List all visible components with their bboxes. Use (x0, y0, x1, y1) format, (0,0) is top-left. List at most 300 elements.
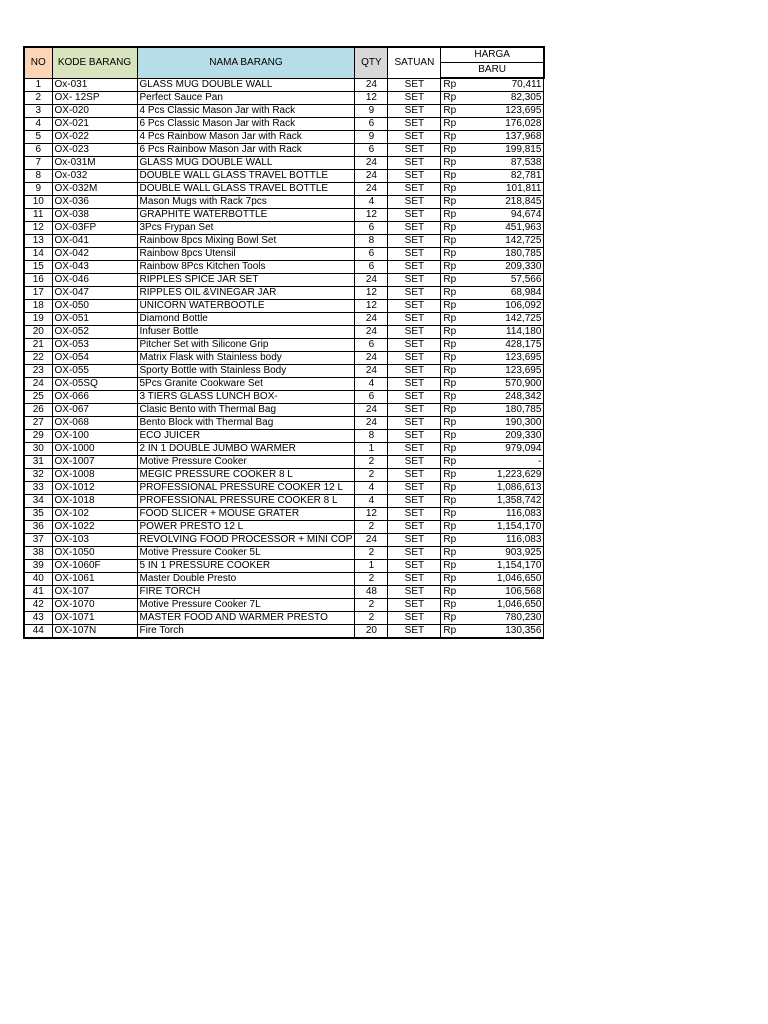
cell-currency: Rp (441, 131, 471, 144)
cell-currency: Rp (441, 248, 471, 261)
cell-currency: Rp (441, 183, 471, 196)
table-row (24, 326, 544, 339)
table-row (24, 78, 544, 92)
cell-no: 23 (24, 365, 52, 378)
cell-nama-barang: RIPPLES SPICE JAR SET (137, 274, 355, 287)
cell-harga: 451,963 (471, 222, 544, 235)
cell-currency: Rp (441, 144, 471, 157)
cell-harga: 780,230 (471, 612, 544, 625)
cell-currency: Rp (441, 287, 471, 300)
cell-satuan: SET (388, 586, 441, 599)
cell-nama-barang: POWER PRESTO 12 L (137, 521, 355, 534)
cell-kode-barang: OX-032M (52, 183, 137, 196)
cell-currency: Rp (441, 235, 471, 248)
cell-satuan: SET (388, 469, 441, 482)
cell-nama-barang: FOOD SLICER + MOUSE GRATER (137, 508, 355, 521)
cell-kode-barang: OX-038 (52, 209, 137, 222)
cell-currency: Rp (441, 339, 471, 352)
cell-nama-barang: Bento Block with Thermal Bag (137, 417, 355, 430)
cell-nama-barang: Fire Torch (137, 625, 355, 639)
cell-nama-barang: 5 IN 1 PRESSURE COOKER (137, 560, 355, 573)
cell-nama-barang: 3Pcs Frypan Set (137, 222, 355, 235)
cell-kode-barang: OX-055 (52, 365, 137, 378)
table-row (24, 170, 544, 183)
cell-harga: 209,330 (471, 430, 544, 443)
cell-currency: Rp (441, 534, 471, 547)
cell-satuan: SET (388, 508, 441, 521)
table-row (24, 313, 544, 326)
cell-harga: 106,092 (471, 300, 544, 313)
cell-currency: Rp (441, 365, 471, 378)
cell-currency: Rp (441, 378, 471, 391)
cell-no: 6 (24, 144, 52, 157)
cell-kode-barang: OX-066 (52, 391, 137, 404)
cell-currency: Rp (441, 118, 471, 131)
cell-qty: 2 (355, 573, 388, 586)
cell-currency: Rp (441, 222, 471, 235)
cell-satuan: SET (388, 118, 441, 131)
cell-no: 22 (24, 352, 52, 365)
cell-satuan: SET (388, 547, 441, 560)
cell-harga: 180,785 (471, 248, 544, 261)
cell-harga: - (471, 456, 544, 469)
cell-qty: 9 (355, 105, 388, 118)
cell-nama-barang: 3 TIERS GLASS LUNCH BOX- (137, 391, 355, 404)
cell-no: 2 (24, 92, 52, 105)
cell-kode-barang: OX-068 (52, 417, 137, 430)
table-row (24, 274, 544, 287)
cell-no: 44 (24, 625, 52, 639)
header-nama-barang: NAMA BARANG (137, 47, 355, 78)
cell-kode-barang: OX-1012 (52, 482, 137, 495)
cell-harga: 82,305 (471, 92, 544, 105)
cell-kode-barang: OX- 12SP (52, 92, 137, 105)
cell-harga: 142,725 (471, 313, 544, 326)
cell-nama-barang: GLASS MUG DOUBLE WALL (137, 157, 355, 170)
cell-qty: 6 (355, 222, 388, 235)
cell-harga: 116,083 (471, 534, 544, 547)
cell-harga: 142,725 (471, 235, 544, 248)
cell-kode-barang: OX-03FP (52, 222, 137, 235)
cell-no: 41 (24, 586, 52, 599)
cell-satuan: SET (388, 534, 441, 547)
cell-qty: 2 (355, 521, 388, 534)
cell-qty: 6 (355, 391, 388, 404)
cell-kode-barang: OX-020 (52, 105, 137, 118)
cell-no: 3 (24, 105, 52, 118)
cell-harga: 428,175 (471, 339, 544, 352)
cell-satuan: SET (388, 521, 441, 534)
cell-harga: 101,811 (471, 183, 544, 196)
cell-no: 26 (24, 404, 52, 417)
cell-qty: 4 (355, 378, 388, 391)
cell-no: 7 (24, 157, 52, 170)
cell-no: 19 (24, 313, 52, 326)
cell-harga: 1,154,170 (471, 521, 544, 534)
cell-harga: 199,815 (471, 144, 544, 157)
table-row (24, 378, 544, 391)
cell-currency: Rp (441, 469, 471, 482)
cell-kode-barang: OX-1070 (52, 599, 137, 612)
cell-qty: 24 (355, 183, 388, 196)
cell-kode-barang: OX-046 (52, 274, 137, 287)
cell-no: 18 (24, 300, 52, 313)
cell-harga: 1,046,650 (471, 573, 544, 586)
cell-currency: Rp (441, 391, 471, 404)
cell-satuan: SET (388, 92, 441, 105)
cell-nama-barang: Mason Mugs with Rack 7pcs (137, 196, 355, 209)
cell-kode-barang: OX-053 (52, 339, 137, 352)
cell-nama-barang: RIPPLES OIL &VINEGAR JAR (137, 287, 355, 300)
cell-currency: Rp (441, 417, 471, 430)
cell-currency: Rp (441, 326, 471, 339)
cell-harga: 68,984 (471, 287, 544, 300)
table-row (24, 183, 544, 196)
cell-currency: Rp (441, 456, 471, 469)
cell-no: 40 (24, 573, 52, 586)
cell-satuan: SET (388, 235, 441, 248)
cell-harga: 70,411 (471, 78, 544, 92)
cell-satuan: SET (388, 482, 441, 495)
cell-harga: 1,223,629 (471, 469, 544, 482)
cell-qty: 6 (355, 118, 388, 131)
table-row (24, 287, 544, 300)
table-row (24, 261, 544, 274)
cell-qty: 4 (355, 495, 388, 508)
cell-harga: 57,566 (471, 274, 544, 287)
cell-currency: Rp (441, 443, 471, 456)
cell-qty: 12 (355, 287, 388, 300)
cell-currency: Rp (441, 521, 471, 534)
cell-qty: 24 (355, 365, 388, 378)
cell-no: 15 (24, 261, 52, 274)
cell-harga: 137,968 (471, 131, 544, 144)
table-row (24, 365, 544, 378)
cell-kode-barang: OX-067 (52, 404, 137, 417)
cell-no: 12 (24, 222, 52, 235)
cell-currency: Rp (441, 78, 471, 92)
cell-no: 13 (24, 235, 52, 248)
cell-nama-barang: 4 Pcs Classic Mason Jar with Rack (137, 105, 355, 118)
cell-no: 27 (24, 417, 52, 430)
table-row (24, 521, 544, 534)
cell-harga: 1,358,742 (471, 495, 544, 508)
cell-no: 30 (24, 443, 52, 456)
cell-harga: 903,925 (471, 547, 544, 560)
cell-harga: 1,046,650 (471, 599, 544, 612)
cell-no: 5 (24, 131, 52, 144)
cell-kode-barang: OX-1071 (52, 612, 137, 625)
cell-qty: 6 (355, 248, 388, 261)
header-harga: HARGA (441, 47, 544, 63)
cell-satuan: SET (388, 443, 441, 456)
cell-harga: 1,154,170 (471, 560, 544, 573)
cell-kode-barang: Ox-032 (52, 170, 137, 183)
cell-nama-barang: Diamond Bottle (137, 313, 355, 326)
cell-satuan: SET (388, 274, 441, 287)
table-body (24, 78, 544, 638)
cell-satuan: SET (388, 495, 441, 508)
cell-currency: Rp (441, 352, 471, 365)
table-row (24, 469, 544, 482)
cell-kode-barang: OX-1008 (52, 469, 137, 482)
cell-nama-barang: REVOLVING FOOD PROCESSOR + MINI COP (137, 534, 355, 547)
table-row (24, 248, 544, 261)
cell-kode-barang: OX-107 (52, 586, 137, 599)
cell-currency: Rp (441, 573, 471, 586)
cell-no: 32 (24, 469, 52, 482)
cell-satuan: SET (388, 183, 441, 196)
cell-kode-barang: OX-107N (52, 625, 137, 639)
cell-kode-barang: OX-041 (52, 235, 137, 248)
table-row (24, 508, 544, 521)
cell-qty: 12 (355, 209, 388, 222)
cell-qty: 8 (355, 235, 388, 248)
cell-no: 25 (24, 391, 52, 404)
cell-harga: 123,695 (471, 105, 544, 118)
cell-qty: 24 (355, 313, 388, 326)
cell-currency: Rp (441, 625, 471, 639)
table-row (24, 92, 544, 105)
table-row (24, 547, 544, 560)
cell-kode-barang: OX-050 (52, 300, 137, 313)
table-row (24, 339, 544, 352)
cell-satuan: SET (388, 456, 441, 469)
cell-qty: 1 (355, 560, 388, 573)
cell-no: 17 (24, 287, 52, 300)
table-row (24, 352, 544, 365)
cell-satuan: SET (388, 144, 441, 157)
cell-kode-barang: OX-022 (52, 131, 137, 144)
cell-satuan: SET (388, 157, 441, 170)
cell-nama-barang: DOUBLE WALL GLASS TRAVEL BOTTLE (137, 183, 355, 196)
cell-qty: 2 (355, 456, 388, 469)
cell-nama-barang: Infuser Bottle (137, 326, 355, 339)
cell-qty: 4 (355, 482, 388, 495)
cell-nama-barang: GLASS MUG DOUBLE WALL (137, 78, 355, 92)
cell-qty: 2 (355, 469, 388, 482)
cell-no: 43 (24, 612, 52, 625)
cell-qty: 24 (355, 274, 388, 287)
cell-qty: 2 (355, 599, 388, 612)
cell-qty: 24 (355, 417, 388, 430)
cell-harga: 116,083 (471, 508, 544, 521)
cell-qty: 12 (355, 508, 388, 521)
header-baru: BARU (441, 63, 544, 79)
cell-qty: 20 (355, 625, 388, 639)
table-row (24, 534, 544, 547)
cell-currency: Rp (441, 508, 471, 521)
cell-satuan: SET (388, 248, 441, 261)
cell-satuan: SET (388, 365, 441, 378)
cell-satuan: SET (388, 612, 441, 625)
cell-nama-barang: ECO JUICER (137, 430, 355, 443)
header-qty: QTY (355, 47, 388, 78)
cell-satuan: SET (388, 352, 441, 365)
cell-satuan: SET (388, 300, 441, 313)
cell-nama-barang: Rainbow 8pcs Utensil (137, 248, 355, 261)
cell-harga: 130,356 (471, 625, 544, 639)
cell-nama-barang: Motive Pressure Cooker 7L (137, 599, 355, 612)
table-row (24, 157, 544, 170)
cell-harga: 94,674 (471, 209, 544, 222)
cell-nama-barang: 6 Pcs Rainbow Mason Jar with Rack (137, 144, 355, 157)
cell-qty: 1 (355, 443, 388, 456)
cell-kode-barang: OX-036 (52, 196, 137, 209)
cell-satuan: SET (388, 560, 441, 573)
cell-satuan: SET (388, 313, 441, 326)
cell-nama-barang: Motive Pressure Cooker (137, 456, 355, 469)
cell-qty: 2 (355, 612, 388, 625)
header-kode-barang: KODE BARANG (52, 47, 137, 78)
table-row (24, 625, 544, 639)
cell-currency: Rp (441, 560, 471, 573)
cell-no: 9 (24, 183, 52, 196)
cell-satuan: SET (388, 599, 441, 612)
cell-qty: 24 (355, 326, 388, 339)
cell-satuan: SET (388, 222, 441, 235)
cell-satuan: SET (388, 417, 441, 430)
cell-no: 11 (24, 209, 52, 222)
header-no: NO (24, 47, 52, 78)
table-row (24, 391, 544, 404)
cell-no: 36 (24, 521, 52, 534)
cell-satuan: SET (388, 625, 441, 639)
cell-qty: 24 (355, 352, 388, 365)
cell-satuan: SET (388, 430, 441, 443)
cell-kode-barang: OX-1060F (52, 560, 137, 573)
cell-harga: 1,086,613 (471, 482, 544, 495)
cell-qty: 24 (355, 404, 388, 417)
cell-harga: 106,568 (471, 586, 544, 599)
cell-kode-barang: OX-052 (52, 326, 137, 339)
table-row (24, 300, 544, 313)
cell-satuan: SET (388, 78, 441, 92)
cell-nama-barang: Pitcher Set with Silicone Grip (137, 339, 355, 352)
cell-currency: Rp (441, 547, 471, 560)
cell-kode-barang: Ox-031M (52, 157, 137, 170)
cell-currency: Rp (441, 404, 471, 417)
cell-currency: Rp (441, 430, 471, 443)
cell-nama-barang: GRAPHITE WATERBOTTLE (137, 209, 355, 222)
cell-nama-barang: UNICORN WATERBOOTLE (137, 300, 355, 313)
cell-currency: Rp (441, 92, 471, 105)
table-row (24, 443, 544, 456)
header-satuan: SATUAN (388, 47, 441, 78)
cell-qty: 24 (355, 534, 388, 547)
cell-satuan: SET (388, 326, 441, 339)
cell-harga: 123,695 (471, 365, 544, 378)
cell-currency: Rp (441, 196, 471, 209)
cell-harga: 87,538 (471, 157, 544, 170)
cell-nama-barang: Perfect Sauce Pan (137, 92, 355, 105)
cell-qty: 9 (355, 131, 388, 144)
cell-nama-barang: FIRE TORCH (137, 586, 355, 599)
cell-no: 37 (24, 534, 52, 547)
cell-harga: 180,785 (471, 404, 544, 417)
table-row (24, 105, 544, 118)
cell-satuan: SET (388, 573, 441, 586)
cell-currency: Rp (441, 586, 471, 599)
cell-nama-barang: Rainbow 8pcs Mixing Bowl Set (137, 235, 355, 248)
cell-nama-barang: Matrix Flask with Stainless body (137, 352, 355, 365)
table-row (24, 118, 544, 131)
table-row (24, 417, 544, 430)
cell-qty: 6 (355, 144, 388, 157)
table-row (24, 456, 544, 469)
table-row (24, 482, 544, 495)
cell-no: 38 (24, 547, 52, 560)
table-row (24, 404, 544, 417)
cell-satuan: SET (388, 339, 441, 352)
cell-no: 21 (24, 339, 52, 352)
cell-nama-barang: MEGIC PRESSURE COOKER 8 L (137, 469, 355, 482)
cell-no: 14 (24, 248, 52, 261)
cell-kode-barang: Ox-031 (52, 78, 137, 92)
cell-kode-barang: OX-103 (52, 534, 137, 547)
cell-kode-barang: OX-051 (52, 313, 137, 326)
cell-qty: 8 (355, 430, 388, 443)
table-row (24, 495, 544, 508)
cell-nama-barang: Motive Pressure Cooker 5L (137, 547, 355, 560)
table-row (24, 430, 544, 443)
cell-kode-barang: OX-05SQ (52, 378, 137, 391)
cell-currency: Rp (441, 313, 471, 326)
header-row (24, 47, 544, 63)
cell-nama-barang: DOUBLE WALL GLASS TRAVEL BOTTLE (137, 170, 355, 183)
cell-kode-barang: OX-1022 (52, 521, 137, 534)
table-row (24, 599, 544, 612)
cell-satuan: SET (388, 131, 441, 144)
cell-kode-barang: OX-102 (52, 508, 137, 521)
cell-no: 35 (24, 508, 52, 521)
cell-currency: Rp (441, 170, 471, 183)
cell-nama-barang: PROFESSIONAL PRESSURE COOKER 8 L (137, 495, 355, 508)
cell-kode-barang: OX-021 (52, 118, 137, 131)
cell-no: 33 (24, 482, 52, 495)
cell-kode-barang: OX-1061 (52, 573, 137, 586)
cell-no: 1 (24, 78, 52, 92)
cell-qty: 24 (355, 170, 388, 183)
cell-kode-barang: OX-042 (52, 248, 137, 261)
cell-currency: Rp (441, 261, 471, 274)
table-row (24, 222, 544, 235)
cell-harga: 190,300 (471, 417, 544, 430)
cell-nama-barang: PROFESSIONAL PRESSURE COOKER 12 L (137, 482, 355, 495)
cell-currency: Rp (441, 482, 471, 495)
cell-satuan: SET (388, 378, 441, 391)
cell-harga: 123,695 (471, 352, 544, 365)
cell-qty: 48 (355, 586, 388, 599)
cell-no: 10 (24, 196, 52, 209)
table-row (24, 131, 544, 144)
cell-no: 29 (24, 430, 52, 443)
cell-qty: 6 (355, 261, 388, 274)
table-row (24, 196, 544, 209)
cell-kode-barang: OX-100 (52, 430, 137, 443)
cell-currency: Rp (441, 612, 471, 625)
cell-kode-barang: OX-054 (52, 352, 137, 365)
cell-nama-barang: Rainbow 8Pcs Kitchen Tools (137, 261, 355, 274)
cell-nama-barang: MASTER FOOD AND WARMER PRESTO (137, 612, 355, 625)
cell-satuan: SET (388, 287, 441, 300)
cell-no: 39 (24, 560, 52, 573)
table-row (24, 612, 544, 625)
table-row (24, 144, 544, 157)
cell-currency: Rp (441, 495, 471, 508)
cell-satuan: SET (388, 209, 441, 222)
cell-harga: 248,342 (471, 391, 544, 404)
